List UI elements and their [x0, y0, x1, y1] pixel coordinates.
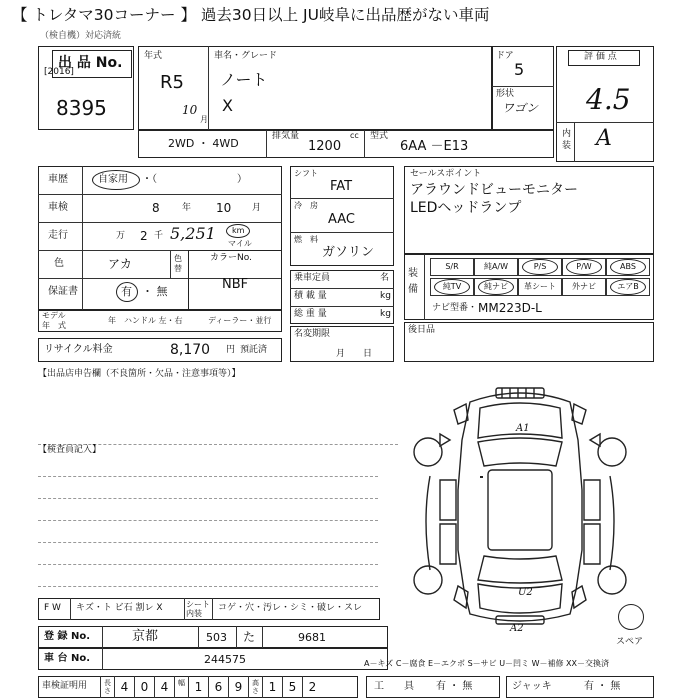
equipment-option-r1-4: ABS: [606, 258, 650, 276]
weight-unit: kg: [380, 309, 391, 319]
equipment-option-r1-3: P/W: [562, 258, 606, 276]
later-install-label: 後日品: [408, 325, 436, 335]
model-year-dealer: ディーラー・並行: [208, 316, 272, 325]
color-label: 色: [54, 258, 64, 269]
model-year-label2: 年 式: [42, 321, 66, 330]
load-label: 積 載 量: [294, 291, 327, 301]
navi-label: ナビ型番・: [432, 303, 478, 313]
registration-label: 登 録 No.: [44, 631, 91, 642]
cert-digit-2-2: 2: [302, 676, 322, 698]
inspection-month-unit: 月: [252, 203, 262, 213]
banner-text: 【 トレタマ30コーナー 】 過去30日以上 JU岐阜に出品歴がない車両: [12, 6, 490, 24]
jack-label: ジャッキ: [512, 681, 552, 692]
model-era: R5: [160, 72, 184, 93]
cert-digit-1-2: 9: [228, 676, 248, 698]
seats-unit: 名: [380, 273, 390, 283]
color-change-label: 色替: [174, 254, 182, 273]
inspection-year-unit: 年: [182, 203, 192, 213]
mark-a1: A1: [516, 423, 530, 434]
cert-label-2: 高さ: [248, 676, 262, 698]
interior-label: 内装: [562, 129, 572, 151]
fuel-value: ガソリン: [322, 245, 375, 260]
tools-value: 有 ・ 無: [436, 681, 473, 692]
interior-value: A: [596, 126, 612, 151]
shift-value: FAT: [330, 179, 353, 194]
registration-place: 京都: [132, 629, 159, 644]
navi-value: MM223D-L: [478, 301, 542, 315]
cert-digit-2-1: 5: [282, 676, 302, 698]
equipment-option-r1-2: P/S: [518, 258, 562, 276]
weight-label: 総 重 量: [294, 309, 327, 319]
ac-label: 冷 房: [294, 201, 318, 210]
inspection-year: 8: [152, 201, 160, 215]
cert-digit-0-0: 4: [114, 676, 134, 698]
name-change-label: 名変期限: [294, 329, 331, 339]
spare-circle: [618, 604, 644, 630]
lot-label: 出 品 No.: [58, 55, 123, 71]
shape-value: ワゴン: [502, 101, 539, 115]
chassis-value: 244575: [204, 653, 246, 666]
cert-digit-1-0: 1: [188, 676, 208, 698]
seat-items: コゲ・穴・汚レ・シミ・破レ・スレ: [218, 603, 363, 613]
recycle-status: 預託済: [240, 345, 268, 355]
model-name: ノート: [220, 70, 268, 89]
mark-u2: U2: [518, 587, 533, 598]
mileage-sen: 千: [154, 231, 164, 241]
inspection-label: 車検: [48, 202, 68, 213]
ac-value: AAC: [328, 212, 355, 227]
cert-label-0: 長さ: [100, 676, 114, 698]
equipment-option-r2-0: 純TV: [430, 278, 474, 296]
inspection-month: 10: [216, 201, 232, 215]
sales-point-line1: アラウンドビューモニター: [410, 182, 578, 198]
tools-label: 工 具: [374, 681, 414, 692]
mileage-mile: マイル: [228, 239, 252, 248]
registration-kana: た: [243, 630, 256, 644]
engine-value: 1200: [308, 139, 342, 154]
cert-digit-1-1: 6: [208, 676, 228, 698]
registration-number: 9681: [298, 631, 326, 644]
engine-label: 排気量: [272, 131, 300, 141]
shift-label: シフト: [294, 169, 318, 178]
mileage-man: 万: [116, 231, 126, 241]
engine-unit: cc: [350, 131, 359, 140]
recycle-label: リサイクル料金: [44, 344, 113, 355]
name-label: 車名・グレード: [214, 51, 278, 61]
inspector-label: 【検査員記入】: [38, 445, 102, 455]
spare-label: スペア: [616, 637, 644, 647]
model-year-handle: ハンドル 左・右: [124, 316, 183, 325]
fw-label: F W: [44, 603, 61, 613]
model-year-label1: モデル: [42, 311, 66, 320]
model-grade: X: [222, 96, 233, 115]
history-rest: ・（ ）: [142, 174, 247, 185]
equipment-option-r1-1: 純A/W: [474, 258, 518, 276]
score-label: 評 価 点: [584, 52, 617, 62]
report-label: 【出品店申告欄（不良箇所・欠品・注意事項等）】: [38, 369, 241, 379]
warranty-yes: 有: [121, 285, 132, 298]
cert-digit-0-1: 0: [134, 676, 154, 698]
later-install-box: [404, 322, 654, 362]
lot-number: 8395: [56, 96, 107, 120]
history-value: 自家用: [98, 174, 128, 185]
history-label: 車歴: [48, 174, 68, 185]
fuel-label: 燃 料: [294, 235, 318, 244]
color-code-label: カラーNo.: [210, 253, 252, 263]
banner: [0, 0, 700, 32]
registration-class: 503: [206, 631, 227, 644]
cert-digit-2-0: 1: [262, 676, 282, 698]
model-month: 10: [182, 103, 198, 117]
mileage-label: 走行: [48, 230, 68, 241]
cert-label: 車検証明用: [42, 681, 88, 691]
doors-label: ドア: [496, 51, 514, 61]
model-month-unit: 月: [200, 115, 208, 124]
seats-label: 乗車定員: [294, 273, 331, 283]
equipment-option-r1-0: S/R: [430, 258, 474, 276]
cert-digit-0-2: 4: [154, 676, 174, 698]
type-value: 6AA －E13: [400, 139, 469, 154]
warranty-no: ・ 無: [142, 285, 168, 298]
mileage-km: km: [232, 226, 245, 235]
model-year-nen: 年: [108, 316, 116, 325]
year-label: 年式: [144, 51, 163, 61]
equipment-option-r2-3: 外ナビ: [562, 278, 606, 296]
warranty-label: 保証書: [48, 286, 78, 297]
doors-value: 5: [514, 60, 525, 79]
equipment-option-r2-1: 純ナビ: [474, 278, 518, 296]
color-code: NBF: [222, 277, 249, 292]
color-value: アカ: [108, 257, 132, 271]
lot-year-tag: [2016]: [44, 67, 74, 77]
chassis-label: 車 台 No.: [44, 653, 91, 664]
model-box: [138, 46, 492, 130]
recycle-unit: 円: [226, 345, 236, 355]
name-change-unit: 月 日: [336, 349, 373, 359]
type-label: 型式: [370, 131, 389, 141]
drive: 2WD ・ 4WD: [168, 137, 239, 150]
car-diagram: [400, 380, 640, 640]
score-value: 4.5: [586, 83, 631, 116]
equipment-label: 装備: [408, 268, 418, 295]
mark-a2: A2: [510, 623, 524, 634]
sales-point-label: セールスポイント: [410, 169, 482, 179]
cert-label-1: 幅: [174, 676, 188, 698]
seat-label: シート内装: [186, 600, 210, 618]
mileage-two: 2: [140, 229, 148, 243]
shape-label: 形状: [496, 89, 515, 99]
recycle-value: 8,170: [170, 342, 211, 358]
mileage-hand: 5,251: [170, 224, 216, 243]
equipment-option-r2-4: エアB: [606, 278, 650, 296]
fw-items: キズ・ト ビ石 割レ X: [76, 603, 163, 613]
damage-legend: A－キズ C－腐食 E－エクボ S－サビ U－凹ミ W－補修 XX－交換済: [364, 659, 610, 668]
subheader: （検自機）対応済統: [40, 31, 122, 41]
sales-point-line2: LEDヘッドランプ: [410, 200, 522, 216]
load-unit: kg: [380, 291, 391, 301]
equipment-option-r2-2: 革シート: [518, 278, 562, 296]
jack-value: 有 ・ 無: [584, 681, 621, 692]
